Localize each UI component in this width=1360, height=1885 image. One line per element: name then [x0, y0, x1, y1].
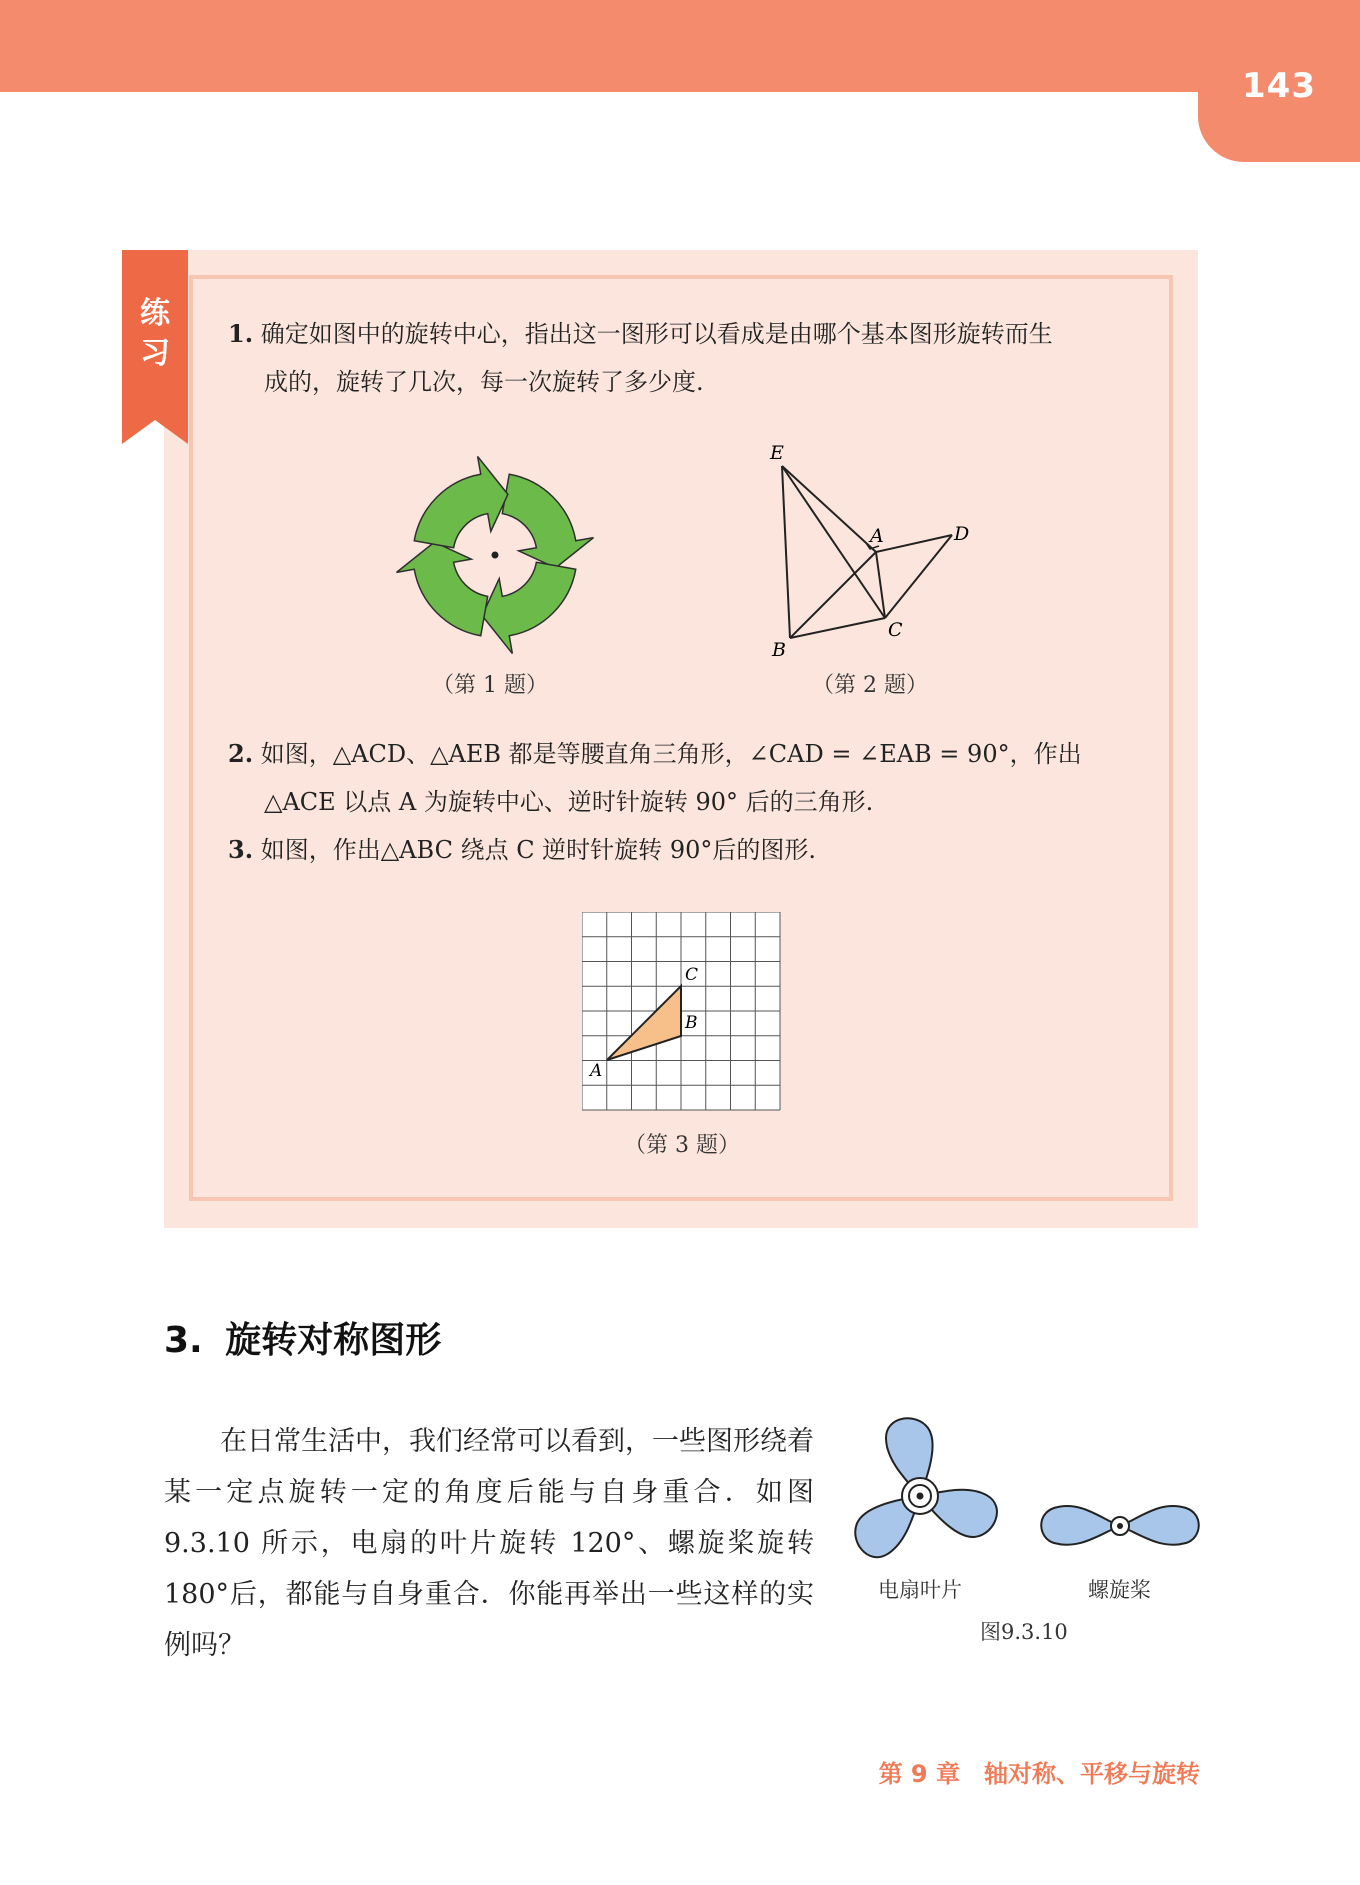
- question-3: [228, 826, 1148, 874]
- rotation-center-dot: [492, 552, 499, 559]
- question-text: 成的，旋转了几次，每一次旋转了多少度.: [264, 368, 704, 396]
- green-arrow: [482, 562, 576, 653]
- paragraph-text: 在日常生活中，我们经常可以看到，一些图形绕着某一定点旋转一定的角度后能与自身重合．如图 9.3.10 所示，电扇的叶片旋转 120°、螺旋桨旋转 180°后，都能与自身重合．你能再举出一些这样的实例吗？: [164, 1426, 814, 1661]
- point-label-C: C: [685, 965, 699, 985]
- segment-BA: [790, 552, 876, 638]
- figure-caption: 图9.3.10: [980, 1620, 1068, 1644]
- body-paragraph: [164, 1416, 814, 1671]
- section-title-text: 旋转对称图形: [225, 1320, 442, 1361]
- question-number: 2.: [228, 739, 254, 768]
- segment-BC: [790, 618, 885, 638]
- question-number: 1.: [228, 319, 254, 348]
- q1-rotating-arrows-figure: [390, 450, 600, 660]
- question-2: [228, 730, 1148, 826]
- point-label-C: C: [888, 619, 903, 641]
- point-label-B: B: [685, 1013, 698, 1033]
- fan-blades-figure: [840, 1410, 1000, 1570]
- question-text: 确定如图中的旋转中心，指出这一图形可以看成是由哪个基本图形旋转而生: [260, 320, 1053, 348]
- question-text: 如图，作出△ABC 绕点 C 逆时针旋转 90°后的图形.: [260, 836, 816, 864]
- point-label-E: E: [770, 442, 784, 464]
- question-1: [228, 310, 1148, 406]
- point-label-A: A: [590, 1061, 603, 1081]
- segment-EA: [782, 466, 876, 552]
- question-number: 3.: [228, 835, 254, 864]
- caption-q3: （第 3 题）: [624, 1133, 740, 1158]
- question-text: △ACE 以点 A 为旋转中心、逆时针旋转 90° 后的三角形.: [264, 788, 874, 816]
- green-arrow: [414, 457, 508, 548]
- question-text: 如图，△ACD、△AEB 都是等腰直角三角形，∠CAD = ∠EAB = 90°，作出: [260, 740, 1082, 768]
- exercise-tag: [122, 294, 188, 374]
- propeller-label: 螺旋桨: [1088, 1578, 1151, 1602]
- point-label-A: A: [870, 525, 884, 547]
- segment-EB: [782, 466, 790, 638]
- exercise-tag-char: 练: [140, 296, 170, 331]
- section-number: 3.: [164, 1320, 203, 1361]
- point-label-D: D: [954, 523, 970, 545]
- header-bar: [0, 0, 1360, 92]
- q2-triangles-figure: [760, 440, 980, 660]
- q3-grid-figure: [582, 912, 782, 1112]
- green-arrow: [502, 474, 593, 568]
- fan-label: 电扇叶片: [878, 1578, 962, 1602]
- section-title: [164, 1312, 441, 1363]
- page-number: 143: [1242, 66, 1316, 106]
- caption-q1: （第 1 题）: [432, 673, 548, 698]
- point-label-B: B: [772, 639, 786, 660]
- caption-q2: （第 2 题）: [812, 673, 928, 698]
- propeller-figure: [1038, 1496, 1203, 1556]
- exercise-tag-char: 习: [140, 336, 170, 371]
- chapter-footer: 第 9 章 轴对称、平移与旋转: [878, 1760, 1200, 1788]
- green-arrow: [397, 542, 488, 636]
